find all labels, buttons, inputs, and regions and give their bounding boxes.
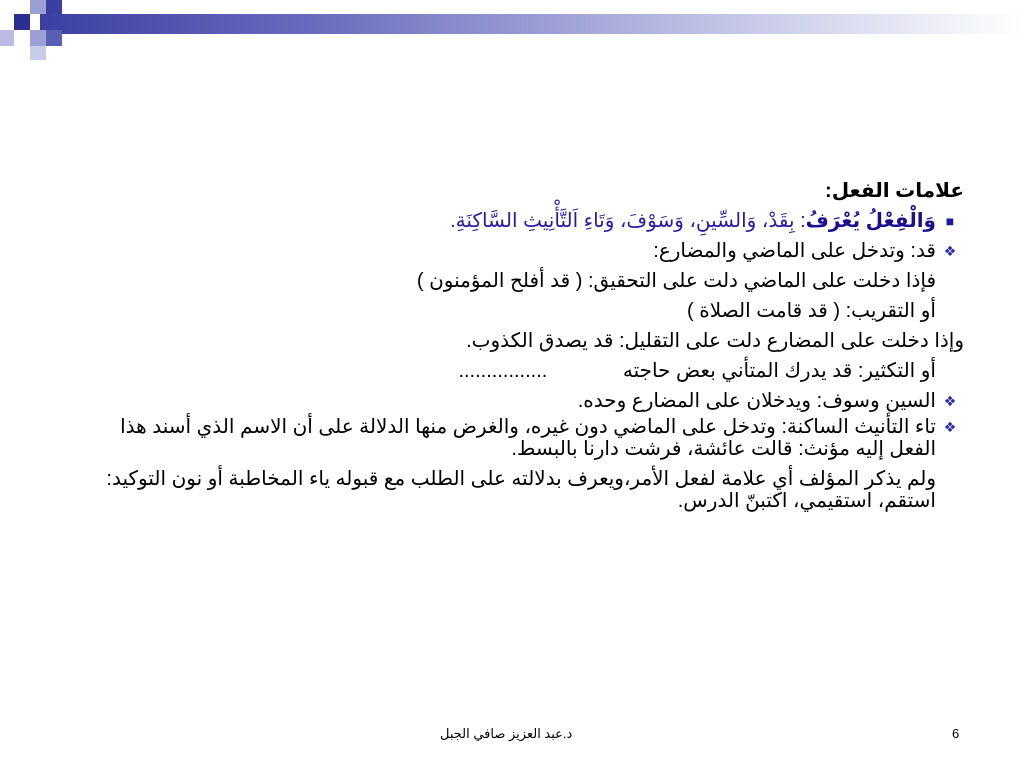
qad-bullet-line <box>80 236 964 266</box>
amr-line: ولم يذكر المؤلف أي علامة لفعل الأمر،ويعرف بدلالته على الطلب مع قبوله ياء المخاطبة أو نون التوكيد: استقم، استقيمي، اكتبنّ الدرس. <box>106 468 936 512</box>
sin-sawfa-bullet-line <box>80 386 964 416</box>
qad-mudari-taqlil-line: وإذا دخلت على المضارع دلت على التقليل: قد يصدق الكذوب. <box>466 330 964 352</box>
decorative-square <box>0 30 14 46</box>
decorative-square <box>46 30 62 46</box>
qad-past-tahqiq-line: فإذا دخلت على الماضي دلت على التحقيق: ( قد أفلح المؤمنون ) <box>416 270 936 292</box>
qad-intro-text: قد: وتدخل على الماضي والمضارع: <box>653 240 936 262</box>
qad-taktheer-text: أو التكثير: قد يدرك المتأني بعض حاجته <box>622 360 936 382</box>
decorative-square <box>30 30 46 46</box>
taa-bullet-line <box>80 416 964 460</box>
page-number: 6 <box>952 726 960 741</box>
diamond-bullet-icon: ❖ <box>943 393 957 409</box>
decorative-square <box>14 14 30 30</box>
decorative-square <box>30 46 46 60</box>
diamond-bullet-icon: ❖ <box>943 243 957 259</box>
slide-content <box>80 176 964 520</box>
taa-text: تاء التأنيث الساكنة: وتدخل على الماضي دون غيره، والغرض منها الدلالة على أن الاسم الذي أسند هذا الفعل إليه مؤنث: قالت عائشة، فرشت دارنا بالبسط. <box>120 416 936 460</box>
diamond-bullet-icon: ❖ <box>943 419 957 435</box>
qad-past-taqrib-line: أو التقريب: ( قد قامت الصلاة ) <box>687 300 936 322</box>
rule-rest-text: : بِقَدْ، وَالسِّينِ، وَسَوْفَ، وَتَاءِ اَلتَّأْنِيثِ السَّاكِنَةِ. <box>450 210 806 232</box>
rule-bullet-line <box>80 206 964 236</box>
slide-heading: علامات الفعل: <box>825 180 964 202</box>
rule-text <box>450 210 936 232</box>
rule-bold-text: وَالْفِعْلُ يُعْرَفُ <box>805 210 936 232</box>
header-gradient-bar <box>40 14 1024 34</box>
footer-author: د.عبد العزيز صافي الجبل <box>440 726 573 741</box>
ellipsis-dots: ................ <box>458 360 548 382</box>
qad-mudari-taktheer-line <box>80 356 964 386</box>
sin-sawfa-text: السين وسوف: ويدخلان على المضارع وحده. <box>577 390 936 412</box>
decorative-square <box>46 0 62 14</box>
square-bullet-icon: ■ <box>945 213 955 229</box>
decorative-square <box>30 0 46 14</box>
